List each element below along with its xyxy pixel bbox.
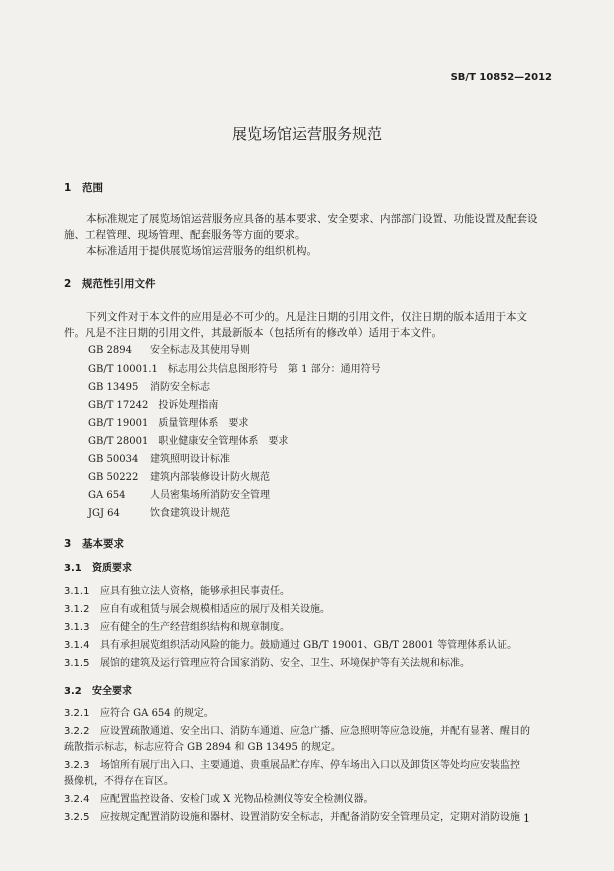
- clause-item: 3.2.2 应设置疏散通道、安全出口、消防车通道、应急广播、应急照明等应急设施，并配有显著、醒目的: [64, 726, 530, 737]
- page-number: 1: [523, 812, 530, 825]
- subsection-3-1-heading: 3.1 资质要求: [64, 563, 132, 574]
- section-3-heading: 3 基本要求: [64, 538, 124, 550]
- ref-item: GB 50034 建筑照明设计标准: [88, 454, 230, 465]
- clause-item: 3.2.4 应配置监控设备、安检门或 X 光物品检测仪等安全检测仪器。: [64, 794, 374, 805]
- ref-item: GB/T 17242 投诉处理指南: [88, 400, 219, 411]
- clause-item: 3.2.3 场馆所有展厅出入口、主要通道、贵重展品贮存库、停车场出入口以及卸货区等处均应安装监控: [64, 760, 520, 771]
- ref-item: GB/T 19001 质量管理体系 要求: [88, 418, 249, 429]
- clause-item: 3.1.2 应自有或租赁与展会规模相适应的展厅及相关设施。: [64, 604, 330, 615]
- section-1-para-2: 本标准适用于提供展览场馆运营服务的组织机构。: [86, 245, 317, 257]
- standard-code: SB/T 10852—2012: [450, 72, 552, 83]
- ref-item: GB 2894 安全标志及其使用导则: [88, 345, 250, 356]
- section-2-heading: 2 规范性引用文件: [64, 278, 156, 290]
- subsection-3-2-heading: 3.2 安全要求: [64, 686, 132, 697]
- document-title: 展览场馆运营服务规范: [231, 125, 382, 143]
- section-1-para-1-line-1: 本标准规定了展览场馆运营服务应具备的基本要求、安全要求、内部部门设置、功能设置及配套设: [86, 213, 538, 225]
- clause-item: 3.2.1 应符合 GA 654 的规定。: [64, 708, 214, 719]
- section-1-heading: 1 范围: [64, 182, 103, 194]
- clause-item: 3.1.3 应有健全的生产经营组织结构和规章制度。: [64, 622, 290, 633]
- clause-item-continuation: 疏散指示标志，标志应符合 GB 2894 和 GB 13495 的规定。: [64, 742, 342, 753]
- clause-item: 3.2.5 应按规定配置消防设施和器材、设置消防安全标志，并配备消防安全管理员定，定期对消防设施: [64, 812, 520, 823]
- ref-item: JGJ 64 饮食建筑设计规范: [88, 508, 230, 519]
- section-2-intro-line-1: 下列文件对于本文件的应用是必不可少的。凡是注日期的引用文件，仅注日期的版本适用于本文: [86, 311, 527, 323]
- ref-item: GA 654 人员密集场所消防安全管理: [88, 490, 270, 501]
- ref-item: GB/T 10001.1 标志用公共信息图形符号 第 1 部分：通用符号: [88, 364, 381, 375]
- ref-item: GB 13495 消防安全标志: [88, 382, 210, 393]
- clause-item-continuation: 摄像机，不得存在盲区。: [64, 776, 174, 787]
- ref-item: GB 50222 建筑内部装修设计防火规范: [88, 472, 270, 483]
- clause-item: 3.1.5 展馆的建筑及运行管理应符合国家消防、安全、卫生、环境保护等有关法规和标准。: [64, 658, 470, 669]
- clause-item: 3.1.4 具有承担展览组织活动风险的能力。鼓励通过 GB/T 19001、GB/T 28001 等管理体系认证。: [64, 640, 518, 651]
- clause-item: 3.1.1 应具有独立法人资格，能够承担民事责任。: [64, 586, 290, 597]
- section-1-para-1-line-2: 施、工程管理、现场管理、配套服务等方面的要求。: [64, 229, 306, 241]
- section-2-intro-line-2: 件。凡是不注日期的引用文件，其最新版本（包括所有的修改单）适用于本文件。: [64, 327, 442, 339]
- ref-item: GB/T 28001 职业健康安全管理体系 要求: [88, 436, 289, 447]
